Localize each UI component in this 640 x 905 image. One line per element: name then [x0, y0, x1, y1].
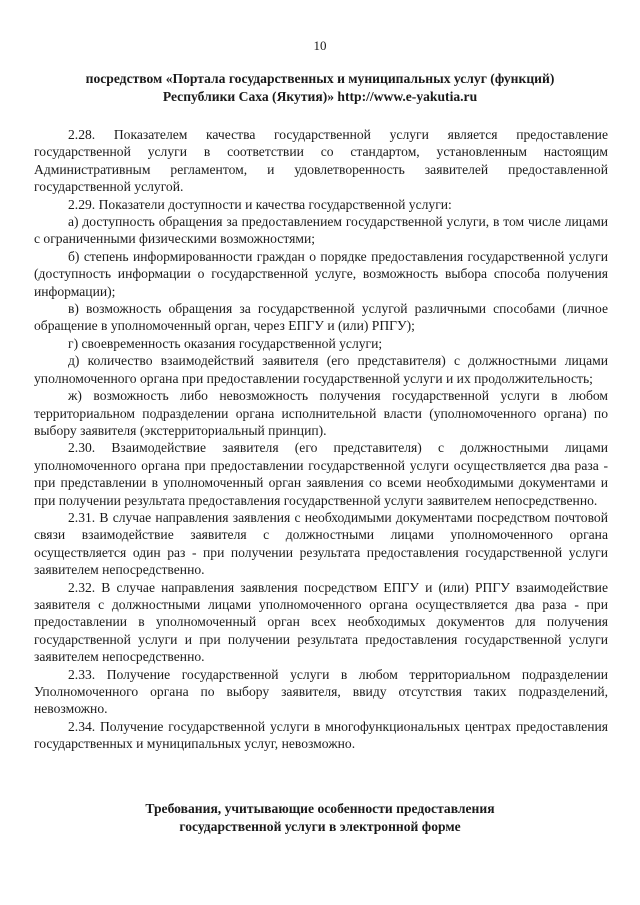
section-heading-bottom	[34, 800, 606, 836]
heading-bottom-line-1: Требования, учитывающие особенности предоставления	[145, 801, 495, 816]
paragraph-2-32: 2.32. В случае направления заявления посредством ЕПГУ и (или) РПГУ взаимодействие заявителя с должностными лицами уполномоченного органа осуществляется два раза - при предоставлении в уполномоченный орган всех необходимых документов для получения государственной услуги и при получении результата предоставления государственной услуги заявителем непосредственно.	[34, 579, 608, 665]
paragraph-2-29: 2.29. Показатели доступности и качества государственной услуги:	[68, 196, 452, 212]
paragraph-item-a: а) доступность обращения за предоставлением государственной услуги, в том числе лицами с ограниченными физическими возможностями;	[34, 214, 608, 247]
heading-top-line-1: посредством «Портала государственных и муниципальных услуг (функций)	[85, 71, 555, 86]
body-text	[34, 126, 608, 753]
paragraph-2-30: 2.30. Взаимодействие заявителя (его представителя) с должностными лицами уполномоченного органа при предоставлении государственной услуги осуществляется два раза - при представлении в уполномоченный орган заявления со всеми необходимыми документами и при получении результата предоставления государственной услуги заявителем непосредственно.	[34, 440, 608, 508]
paragraph-2-28: 2.28. Показателем качества государственной услуги является предоставление государственной услуги в соответствии со стандартом, установленным настоящим Административным регламентом, и удовлетворенность заявителей предоставленной государственной услугой.	[34, 127, 608, 195]
heading-top-line-2: Республики Саха (Якутия)» http://www.e-yakutia.ru	[162, 89, 478, 104]
paragraph-item-d: д) количество взаимодействий заявителя (его представителя) с должностными лицами уполномоченного органа при предоставлении государственной услуги и их продолжительность;	[34, 353, 608, 386]
page-number: 10	[313, 38, 327, 53]
paragraph-2-34: 2.34. Получение государственной услуги в многофункциональных центрах предоставления государственных и муниципальных услуг, невозможно.	[34, 718, 608, 752]
paragraph-item-g: г) своевременность оказания государственной услуги;	[68, 335, 383, 351]
paragraph-item-b: б) степень информированности граждан о порядке предоставления государственной услуги (доступность информации о государственной услуге, возможность выбора способа получения информации);	[34, 248, 608, 299]
paragraph-item-v: в) возможность обращения за государственной услугой различными способами (личное обращение в уполномоченный орган, через ЕПГУ и (или) РПГУ);	[34, 301, 608, 334]
heading-bottom-line-2: государственной услуги в электронной форме	[179, 819, 461, 834]
paragraph-2-33: 2.33. Получение государственной услуги в любом территориальном подразделении Уполномоченного органа по выбору заявителя, ввиду отсутствия таких подразделений, невозможно.	[34, 666, 608, 717]
paragraph-2-31: 2.31. В случае направления заявления с необходимыми документами посредством почтовой связи взаимодействие заявителя с должностными лицами уполномоченного органа осуществляется один раз - при получении результата предоставления государственной услуги заявителем непосредственно.	[34, 509, 608, 578]
paragraph-item-zh: ж) возможность либо невозможность получения государственной услуги в любом территориальном подразделении органа исполнительной власти (уполномоченного органа) по выбору заявителя (экстерриториальный принцип).	[34, 388, 608, 438]
section-heading-top	[34, 70, 606, 106]
